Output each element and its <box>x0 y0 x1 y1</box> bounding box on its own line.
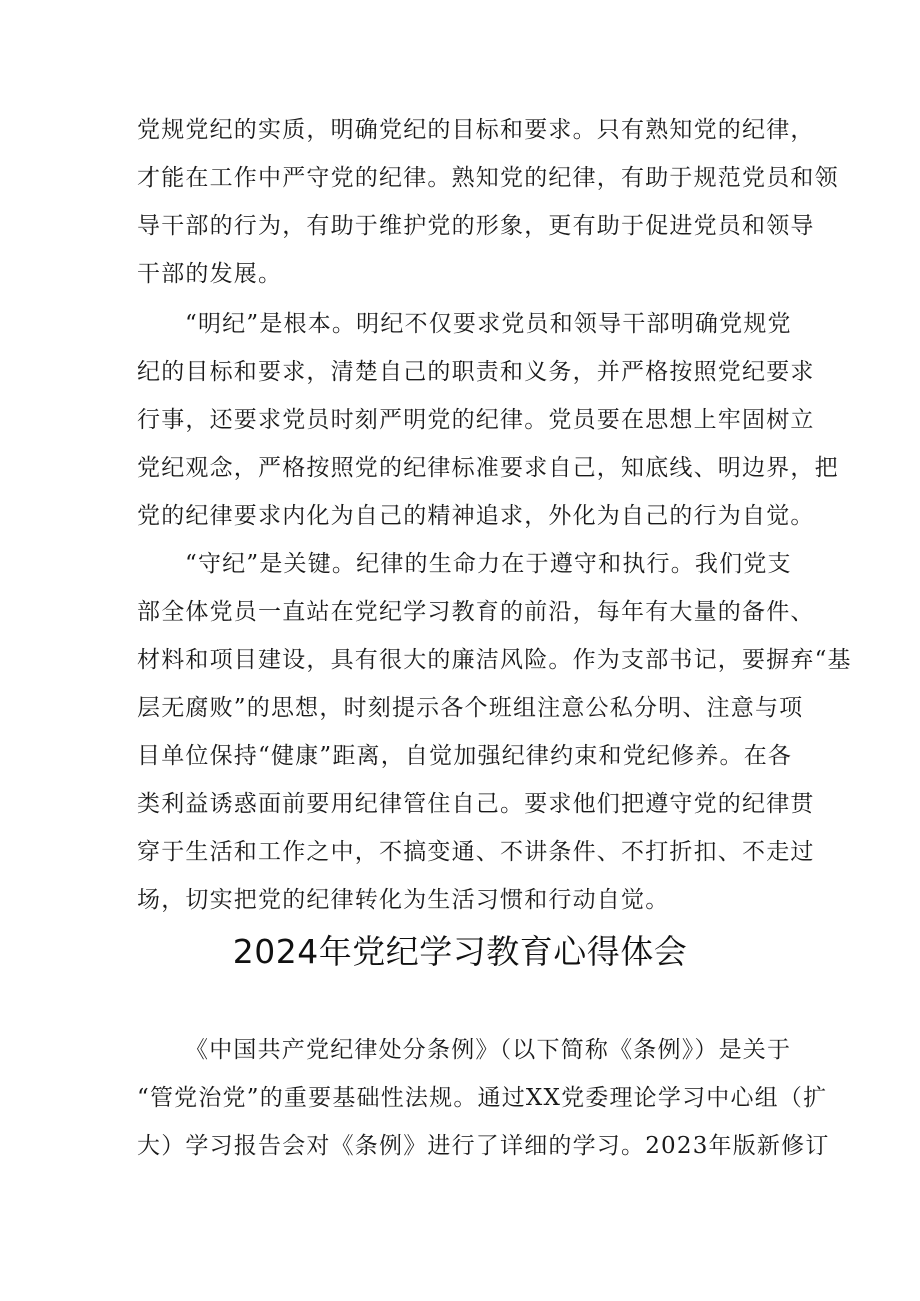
text-line: 大）学习报告会对《条例》进行了详细的学习。2023年版新修订 <box>137 1133 830 1159</box>
text-line: 穿于生活和工作之中，不搞变通、不讲条件、不打折扣、不走过 <box>137 839 815 865</box>
text-line: 党纪观念，严格按照党的纪律标准要求自己，知底线、明边界，把 <box>137 455 839 481</box>
section-heading: 2024年党纪学习教育心得体会 <box>232 932 688 971</box>
text-line: 材料和项目建设，具有很大的廉洁风险。作为支部书记，要摒弃“基 <box>137 647 852 673</box>
text-line: “守纪”是关键。纪律的生命力在于遵守和执行。我们党支 <box>185 551 792 577</box>
text-line: 党规党纪的实质，明确党纪的目标和要求。只有熟知党的纪律， <box>137 117 815 143</box>
text-line: 党的纪律要求内化为自己的精神追求，外化为自己的行为自觉。 <box>137 503 815 529</box>
text-line: 《中国共产党纪律处分条例》（以下简称《条例》）是关于 <box>185 1037 792 1063</box>
text-line: 纪的目标和要求，清楚自己的职责和义务，并严格按照党纪要求 <box>137 359 815 385</box>
text-line: “明纪”是根本。明纪不仅要求党员和领导干部明确党规党 <box>185 311 792 337</box>
text-line: 层无腐败”的思想，时刻提示各个班组注意公私分明、注意与项 <box>137 695 804 721</box>
text-line: 目单位保持“健康”距离，自觉加强纪律约束和党纪修养。在各 <box>137 743 793 769</box>
text-line: 类利益诱惑面前要用纪律管住自己。要求他们把遵守党的纪律贯 <box>137 791 815 817</box>
text-line: 才能在工作中严守党的纪律。熟知党的纪律，有助于规范党员和领 <box>137 165 839 191</box>
text-line: 干部的发展。 <box>137 261 283 287</box>
text-line: 导干部的行为，有助于维护党的形象，更有助于促进党员和领导 <box>137 213 815 239</box>
text-line: 场，切实把党的纪律转化为生活习惯和行动自觉。 <box>137 887 670 913</box>
text-line: 行事，还要求党员时刻严明党的纪律。党员要在思想上牢固树立 <box>137 407 815 433</box>
text-line: “管党治党”的重要基础性法规。通过XX党委理论学习中心组（扩 <box>137 1085 828 1111</box>
text-line: 部全体党员一直站在党纪学习教育的前沿，每年有大量的备件、 <box>137 599 815 625</box>
